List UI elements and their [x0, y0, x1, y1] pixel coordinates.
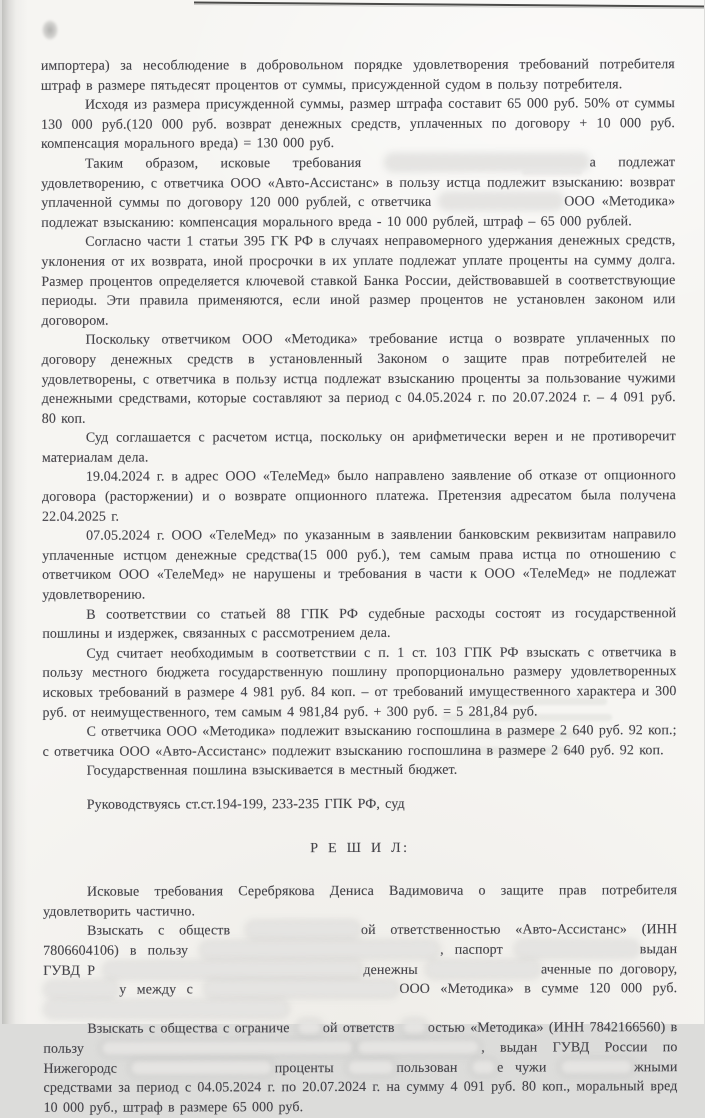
- redaction-blur: [131, 1061, 271, 1074]
- redaction-blur: [46, 983, 116, 996]
- text-segment: Государственная пошлина взыскивается в местный бюджет.: [86, 763, 457, 780]
- paragraph: [43, 1018, 677, 1118]
- text-segment: В соответствии со статьей 88 ГПК РФ судебные расходы состоят из государственной пошлины и издержек, связанных с рассмотрением дела.: [41, 605, 676, 643]
- text-segment: Руководствуясь ст.ст.194-199, 233-235 ГПК РФ, суд: [86, 796, 405, 813]
- redaction-blur: [472, 1060, 494, 1073]
- paragraph: [42, 525, 676, 605]
- redaction-blur: [358, 1041, 478, 1054]
- paragraph: [40, 94, 674, 154]
- paragraph: [42, 794, 676, 815]
- paragraph: [41, 231, 675, 331]
- decision-heading: [42, 838, 676, 859]
- text-segment: , паспорт: [439, 942, 514, 958]
- text-segment: 07.05.2024 г. ООО «ТелеМед» по указанным в заявлении банковским реквизитам направило уплаченные истцом денежные средства(15 000 руб.), тем самым права истца по отношению с ответчиком ООО «ТелеМед» не нарушены и требования в части к ООО «ТелеМед» не подлежат удовлетворению.: [41, 527, 676, 603]
- paragraph: [41, 329, 675, 429]
- paragraph: [41, 427, 675, 468]
- text-segment: Таким образом, исковые требования: [84, 155, 384, 172]
- text-segment: Р Е Ш И Л:: [309, 840, 410, 856]
- redaction-blur: [441, 195, 561, 208]
- text-segment: С ответчика ООО «Методика» подлежит взысканию госпошлина в размере 2 640 руб. 92 коп.; с ответчика ООО «Авто-Ассистанс» подлежит взысканию госпошлина в размере 2 640 руб. 92 коп.: [42, 723, 677, 760]
- text-segment: 19.04.2024 г. в адрес ООО «ТелеМед» было направлено заявление об отказе от опционного договора (расторжении) и о возврате опционного платежа. Претензия адресатом была получена 22.04.2025 г.: [41, 468, 676, 525]
- redaction-blur: [102, 1041, 352, 1055]
- paragraph: [42, 604, 676, 645]
- paragraph: [41, 153, 675, 233]
- paragraph: [42, 881, 676, 922]
- paragraph: [42, 761, 676, 782]
- redaction-blur: [247, 923, 357, 936]
- text-segment: Согласно части 1 статьи 395 ГК РФ в случаях неправомерного удержания денежных средств, уклонения от их возврата, иной просрочки в их уплате подлежат уплате проценты на сумму долга. Размер процентов определяется ключевой ставкой Банка России, действовавшей в соответствующие периоды. Эти правила применяются, если иной размер процентов не установлен законом или договором.: [40, 233, 675, 329]
- redaction-blur: [202, 943, 437, 957]
- text-segment: Исковые требования Серебрякова Дениса Вадимовича о защите прав потребителя удовлетворить частично.: [42, 883, 677, 920]
- text-segment: Взыскать с обществ: [86, 923, 245, 940]
- paragraph: [42, 643, 676, 723]
- paragraph: [42, 721, 676, 762]
- redaction-blur: [206, 982, 396, 995]
- text-segment: ООО «Методика» в сумме 120 000 руб.: [398, 981, 677, 998]
- paragraph: [43, 920, 677, 1020]
- text-segment: у между с: [118, 982, 203, 998]
- redaction-blur: [560, 1060, 630, 1073]
- text-segment: Суд соглашается с расчетом истца, поскольку он арифметически верен и не противоречит материалам дела.: [41, 429, 676, 466]
- text-segment: выдан ГУВД Р: [42, 942, 677, 979]
- text-segment: Взыскать с общества с ограниче: [86, 1021, 295, 1038]
- redaction-blur: [427, 962, 537, 975]
- text-segment: жными средствами за период с 04.05.2024 г. по 20.07.2024 г. на сумму 4 091 руб. 80 коп., моральный вред 10 000 руб., штраф в размере 65 000 руб.: [42, 1059, 678, 1116]
- redaction-blur: [386, 155, 586, 169]
- text-segment: ой ответственностью «Авто-Ассистанс» (ИНН 7806604106) в пользу: [42, 922, 677, 959]
- redaction-blur: [402, 1021, 424, 1034]
- text-segment: ой ответств: [322, 1021, 400, 1037]
- text-segment: Суд считает необходимым в соответствии с п. 1 ст. 103 ГПК РФ взыскать с ответчика в пользу местного бюджета государственную пошлину пропорционально размеру удовлетворенных исковых требований в размере 4 981 руб. 84 коп. – от требований имущественного характера и 300 руб. от неимущественного, тем самым 4 981,84 руб. + 300 руб. = 5 281,84 руб.: [41, 644, 676, 721]
- paragraph: [40, 55, 674, 96]
- text-segment: импортера) за несоблюдение в добровольном порядке удовлетворения требований потребителя штраф в размере пятьдесят процентов от суммы, присужденной судом в пользу потребителя.: [40, 57, 675, 94]
- redaction-blur: [297, 1021, 319, 1034]
- text-segment: проценты: [274, 1060, 345, 1076]
- text-segment: Исходя из размера присужденной суммы, размер штрафа составит 65 000 руб. 50% от суммы 130 000 руб.(120 000 руб. возврат денежных средств, уплаченных по договору + 10 000 руб. компенсация морального вреда) = 130 000 руб.: [40, 96, 675, 153]
- redaction-blur: [105, 963, 360, 977]
- text-segment: пользован: [395, 1060, 469, 1076]
- text-segment: аченные по договору,: [540, 961, 677, 978]
- text-segment: е чужи: [496, 1059, 558, 1076]
- text-segment: остью «Методика» (ИНН 7842166560) в пользу: [42, 1020, 677, 1057]
- text-segment: а подлежат удовлетворению, с ответчика ООО «Авто-Ассистанс» в пользу истца подлежит взысканию: возврат уплаченной суммы по договору 120 000 рублей, с ответчика: [40, 155, 675, 211]
- text-segment: , выдан ГУВД России по Нижегородс: [42, 1040, 677, 1077]
- text-segment: Поскольку ответчиком ООО «Методика» требование истца о возврате уплаченных по договору денежных средств в установленный Законом о защите прав потребителей не удовлетворены, с ответчика в пользу истца подлежат взысканию проценты за пользование чужими денежными средствами, которые составляют за период с 04.05.2024 г. по 20.07.2024 г. – 4 091 руб. 80 коп.: [41, 331, 676, 427]
- scanned-page-photo: [2, 0, 704, 1116]
- paragraph: [41, 467, 675, 527]
- text-segment: ООО «Методика» подлежат взысканию: компенсация морального вреда - 10 000 рублей, штраф – 65 000 рублей.: [40, 194, 675, 231]
- redaction-blur: [516, 942, 636, 955]
- redaction-blur: [46, 1002, 286, 1016]
- redaction-blur: [348, 1060, 393, 1073]
- text-segment: денежны: [362, 962, 425, 978]
